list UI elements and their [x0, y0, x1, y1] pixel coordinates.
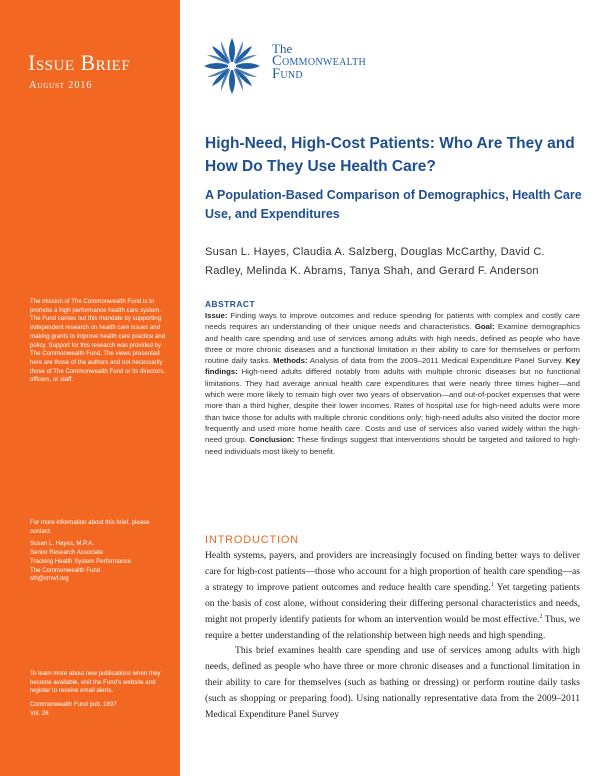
- authors-list: Susan L. Hayes, Claudia A. Salzberg, Douglas McCarthy, David C. Radley, Melinda K. Abrams, Tanya Shah, and Gerard F. Anderson: [205, 246, 545, 277]
- logo-line-1: The: [272, 41, 293, 56]
- contact-dept: Tracking Health System Performance: [30, 557, 132, 565]
- abstract-goal-text: Examine demographics and health care spending and use of services among adults with high needs, defined as people who have three or more chronic diseases and a functional limitation in their ability to care for themselves or perform routine daily tasks.: [205, 322, 580, 366]
- abstract-methods-label: Methods:: [273, 356, 308, 366]
- globe-logo-icon: [202, 36, 262, 96]
- mission-text: The mission of The Commonwealth Fund is to promote a high performance health care system. The Fund carries out this mandate by supporting independent research on health care issues and making grants to improve health care practice and policy. Support for this research was provided by The Commonwealth Fund. The views presented here are those of the authors and not necessarily those of The Commonwealth Fund or its directors, officers, or staff.: [30, 298, 166, 384]
- mission-statement: [30, 298, 166, 385]
- learn-more-text: To learn more about new publications when they become available, visit the Fund's website and register to receive email alerts.: [30, 670, 161, 695]
- learn-more: [30, 670, 166, 719]
- abstract-findings-text: High-need adults differed notably from adults with multiple chronic diseases but no functional limitations. They had average annual health care expenditures that were nearly three times higher—and which were more likely to remain high over two years of observation—and out-of-pocket expenses that were more than a third higher, despite their lower incomes. Rates of hospital use for high-need adults were more than twice those for adults with multiple chronic conditions only; high-need adults also visited the doctor more frequently and used more home health care. Costs and use of services also varied widely within the high-need group.: [205, 367, 580, 445]
- logo-line-2: Commonwealth: [272, 53, 367, 69]
- page-title: High-Need, High-Cost Patients: Who Are They and How Do They Use Health Care?: [205, 135, 575, 175]
- introduction-body: [205, 548, 580, 723]
- intro-p1-part-b: Yet targeting patients on the basis of cost alone, without considering their differing personal characteristics and needs, might not properly identify patients for whom an intervention would be most effective.: [205, 581, 580, 625]
- abstract-methods-text: Analysis of data from the 2009–2011 Medical Expenditure Panel Survey.: [307, 356, 566, 366]
- sidebar: [0, 0, 180, 776]
- contact-org: The Commonwealth Fund: [30, 566, 101, 574]
- footnote-ref-1[interactable]: 1: [490, 581, 494, 588]
- issue-date: August 2016: [29, 80, 93, 91]
- abstract-issue-text: Finding ways to improve outcomes and reduce spending for patients with complex and costly care needs requires an understanding of their unique needs and characteristics.: [205, 311, 580, 332]
- abstract-heading: ABSTRACT: [205, 299, 256, 309]
- commonwealth-fund-logo: [272, 42, 366, 81]
- abstract-conclusion-label: Conclusion:: [249, 435, 295, 445]
- page-subtitle: A Population-Based Comparison of Demographics, Health Care Use, and Expenditures: [205, 188, 582, 221]
- logo-line-3: Fund: [272, 66, 303, 82]
- intro-p1-part-a: Health systems, payers, and providers are increasingly focused on finding better ways to deliver care for high-cost patients—those who account for a high proportion of health care spending—as a strategy to improve patient outcomes and reduce health care spending.: [205, 550, 580, 593]
- abstract-body: [205, 310, 580, 457]
- contact-email[interactable]: slh@cmwf.org: [30, 575, 69, 583]
- abstract-findings-label: Key findings:: [205, 356, 580, 377]
- abstract-conclusion-text: These findings suggest that interventions should be targeted and tailored to high-need individuals most likely to benefit.: [205, 435, 580, 456]
- footnote-ref-2[interactable]: 2: [539, 613, 543, 620]
- intro-paragraph-1: [205, 548, 580, 643]
- pub-number: Commonwealth Fund pub. 1897: [30, 701, 117, 709]
- contact-info: [30, 519, 166, 584]
- contact-title: Senior Research Associate: [30, 549, 104, 557]
- issue-brief-label: Issue Brief: [28, 50, 131, 75]
- abstract-goal-label: Goal:: [474, 322, 495, 332]
- volume-number: Vol. 26: [30, 709, 49, 717]
- intro-p1-part-c: Thus, we require a better understanding of the relationship between high needs and high spending.: [205, 613, 580, 641]
- contact-intro: For more information about this brief, please contact:: [30, 519, 150, 535]
- contact-name: Susan L. Hayes, M.P.A.: [30, 540, 94, 548]
- introduction-heading: INTRODUCTION: [205, 534, 299, 546]
- abstract-issue-label: Issue:: [205, 311, 228, 320]
- intro-paragraph-2: This brief examines health care spending and use of services among adults with high needs, defined as people who have three or more chronic diseases and a functional limitation in their ability to care for themselves (such as bathing or dressing) or perform routine daily tasks (such as shopping or preparing food). Using nationally representative data from the 2009–2011 Medical Expenditure Panel Survey: [205, 645, 580, 721]
